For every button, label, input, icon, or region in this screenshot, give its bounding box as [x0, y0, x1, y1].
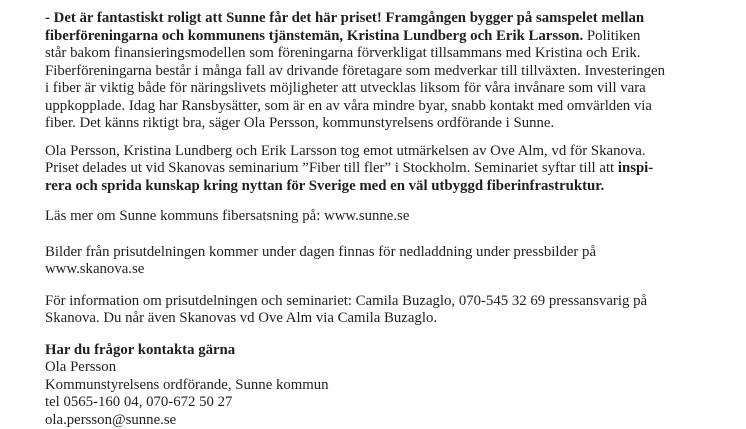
body-text: Politiken: [583, 28, 640, 44]
paragraph-line: [45, 98, 716, 116]
paragraph-line: [45, 10, 716, 28]
paragraph-line: [45, 160, 716, 178]
paragraph-line: [45, 244, 716, 262]
seminar-purpose-bold-text: rera och sprida kunskap kring nyttan för Sverige med en väl utbyggd fiberinfrastruktur.: [45, 178, 604, 194]
paragraph-line: [45, 115, 716, 133]
contact-name: [45, 359, 716, 377]
award-ceremony-paragraph: [45, 143, 716, 196]
contact-heading-text: Har du frågor kontakta gärna: [45, 342, 235, 358]
paragraph-line: [45, 293, 716, 311]
contact-name-text: Ola Persson: [45, 359, 116, 375]
contact-heading: [45, 342, 716, 360]
skanova-url-text: www.skanova.se: [45, 261, 144, 277]
contact-role-text: Kommunstyrelsens ordförande, Sunne kommun: [45, 377, 329, 393]
body-text: Fiberföreningarna består i många fall av drivande företagare som medverkar till tillväxten. Investeringen: [45, 63, 665, 79]
paragraph-line: [45, 261, 716, 279]
paragraph-line: [45, 310, 716, 328]
lead-quote-bold-text: fiberföreningarna och kommunens tjänstemän, Kristina Lundberg och Erik Larsson.: [45, 28, 583, 44]
press-contact-paragraph: [45, 293, 716, 328]
contact-phone-text: tel 0565-160 04, 070-672 50 27: [45, 394, 232, 410]
body-text: Skanova. Du når även Skanovas vd Ove Alm via Camila Buzaglo.: [45, 310, 437, 326]
lead-quote-paragraph: [45, 10, 716, 133]
paragraph-line: [45, 143, 716, 161]
body-text: Priset delades ut vid Skanovas seminarium ”Fiber till fler” i Stockholm. Seminariet syftar till att: [45, 160, 618, 176]
press-images-paragraph: [45, 244, 716, 279]
body-text: uppkopplade. Idag har Ransbysätter, som är en av våra mindre byar, snabb kontakt med omvärlden via: [45, 98, 652, 114]
paragraph-line: [45, 28, 716, 46]
contact-phone: [45, 394, 716, 412]
paragraph-line: [45, 208, 716, 226]
contact-email: [45, 412, 716, 429]
seminar-purpose-bold-text: inspi-: [618, 160, 653, 176]
paragraph-line: [45, 178, 716, 196]
contact-email-text: ola.persson@sunne.se: [45, 412, 176, 428]
paragraph-line: [45, 63, 716, 81]
body-text: Ola Persson, Kristina Lundberg och Erik Larsson tog emot utmärkelsen av Ove Alm, vd för Skanova.: [45, 143, 646, 159]
contact-block: [45, 342, 716, 429]
body-text: Bilder från prisutdelningen kommer under dagen finnas för nedladdning under pressbilder på: [45, 244, 596, 260]
paragraph-line: [45, 45, 716, 63]
read-more-text: Läs mer om Sunne kommuns fibersatsning på: www.sunne.se: [45, 208, 409, 224]
body-text: i fiber är viktig både för näringslivets möjligheter att utvecklas liksom för våra invånare som vill vara: [45, 80, 646, 96]
paragraph-line: [45, 80, 716, 98]
contact-role: [45, 377, 716, 395]
body-text: fiber. Det känns riktigt bra, säger Ola Persson, kommunstyrelsens ordförande i Sunne.: [45, 115, 554, 131]
read-more-paragraph: [45, 208, 716, 226]
body-text: står bakom finansieringsmodellen som föreningarna förverkligat tillsammans med Kristina och Erik.: [45, 45, 640, 61]
lead-quote-bold-text: - Det är fantastiskt roligt att Sunne får det här priset! Framgången bygger på samspelet mellan: [45, 10, 644, 26]
body-text: För information om prisutdelningen och seminariet: Camila Buzaglo, 070-545 32 69 pressansvarig på: [45, 293, 647, 309]
